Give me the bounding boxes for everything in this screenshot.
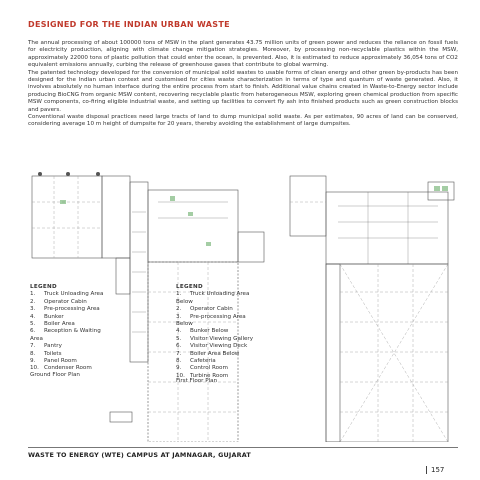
- legend-item: 4. Bunker: [30, 313, 64, 320]
- paragraph: The annual processing of about 100000 tons of MSW in the plant generates 43.75 million units of green power and reduces the reliance on fossil fuels for electricity production, aligning with climate change mitigation strategies. Moreover, by processing non-recyclable plastics within the MSW, approximately 22000 tons of plastic pollution that could enter the ocean, is prevented. Also, it is estimated to reduce approximately 36,054 tons of CO2 equivalent emissions annually, curbing the release of greenhouse gases that contribute to global warming.: [28, 40, 458, 69]
- page-number: 157: [426, 466, 444, 474]
- legend-item: 10. Turbine Room: [176, 372, 229, 379]
- legend-item: 3. Pre-processing Area: [30, 306, 100, 313]
- legend-item: 2. Operator Cabin: [176, 306, 233, 313]
- paragraph: Conventional waste disposal practices need large tracts of land to dump municipal solid waste. As per estimates, 90 acres of land can be conserved, considering average 10 m height of dumpsite for 20 years, thereby avoiding the establishment of large dumpsites.: [28, 114, 458, 128]
- legend-item: Below: [176, 298, 193, 305]
- legend-item: 9. Control Room: [176, 365, 228, 372]
- floor-plans: [28, 172, 458, 442]
- legend-item: 7. Pantry: [30, 343, 62, 350]
- legend-item: 10. Condenser Room: [30, 365, 92, 372]
- legend-title: LEGEND: [176, 284, 203, 290]
- legend-item: 3. Pre-processing Area: [176, 313, 246, 320]
- ground-floor-legend: [30, 284, 130, 373]
- legend-item: Below: [176, 321, 193, 328]
- first-floor-plan-drawing: [268, 172, 458, 442]
- footer-divider: [28, 447, 458, 448]
- page-title: DESIGNED FOR THE INDIAN URBAN WASTE: [28, 20, 230, 29]
- legend-title: LEGEND: [30, 284, 57, 290]
- legend-item: 5. Visitor Viewing Gallery: [176, 335, 254, 342]
- legend-item: 4. Bunker Below: [176, 328, 229, 335]
- legend-item: 8. Cafeteria: [176, 358, 216, 365]
- first-floor-legend: [176, 284, 276, 380]
- legend-item: 1. Truck Unloading Area: [30, 291, 104, 298]
- legend-item: 5. Boiler Area: [30, 321, 75, 328]
- legend-item: Area: [30, 335, 43, 342]
- paragraph: The patented technology developed for the conversion of municipal solid wastes to usable forms of clean energy and other green by-products has been designed for the Indian urban context and customised for cities waste characterization in terms of type and quantum of waste generated. Also, it involves absolutely no human interface during the entire process from start to finish. Additional value chains created in Waste-to-Energy sector include producing BioCNG from organic MSW content, recovering recyclable plastic from heterogeneous MSW, exploring green chemical production from specific MSW components, co-firing eligible industrial waste, and setting up facilities to convert fly ash into finished products such as green construction blocks and pavers.: [28, 69, 458, 113]
- legend-item: 1. Truck Unloading Area: [176, 291, 250, 298]
- footer-caption: WASTE TO ENERGY (WTE) CAMPUS AT JAMNAGAR, GUJARAT: [28, 451, 251, 459]
- legend-item: 8. Toilets: [30, 350, 62, 357]
- body-text: [28, 40, 458, 129]
- ground-floor-caption: Ground Floor Plan: [30, 372, 80, 378]
- legend-item: 2. Operator Cabin: [30, 298, 87, 305]
- first-floor-caption: First Floor Plan: [176, 378, 218, 384]
- legend-item: 6. Visitor Viewing Deck: [176, 343, 248, 350]
- legend-item: 7. Boiler Area Below: [176, 350, 240, 357]
- legend-item: 6. Reception & Waiting: [30, 328, 101, 335]
- legend-item: 9. Panel Room: [30, 358, 77, 365]
